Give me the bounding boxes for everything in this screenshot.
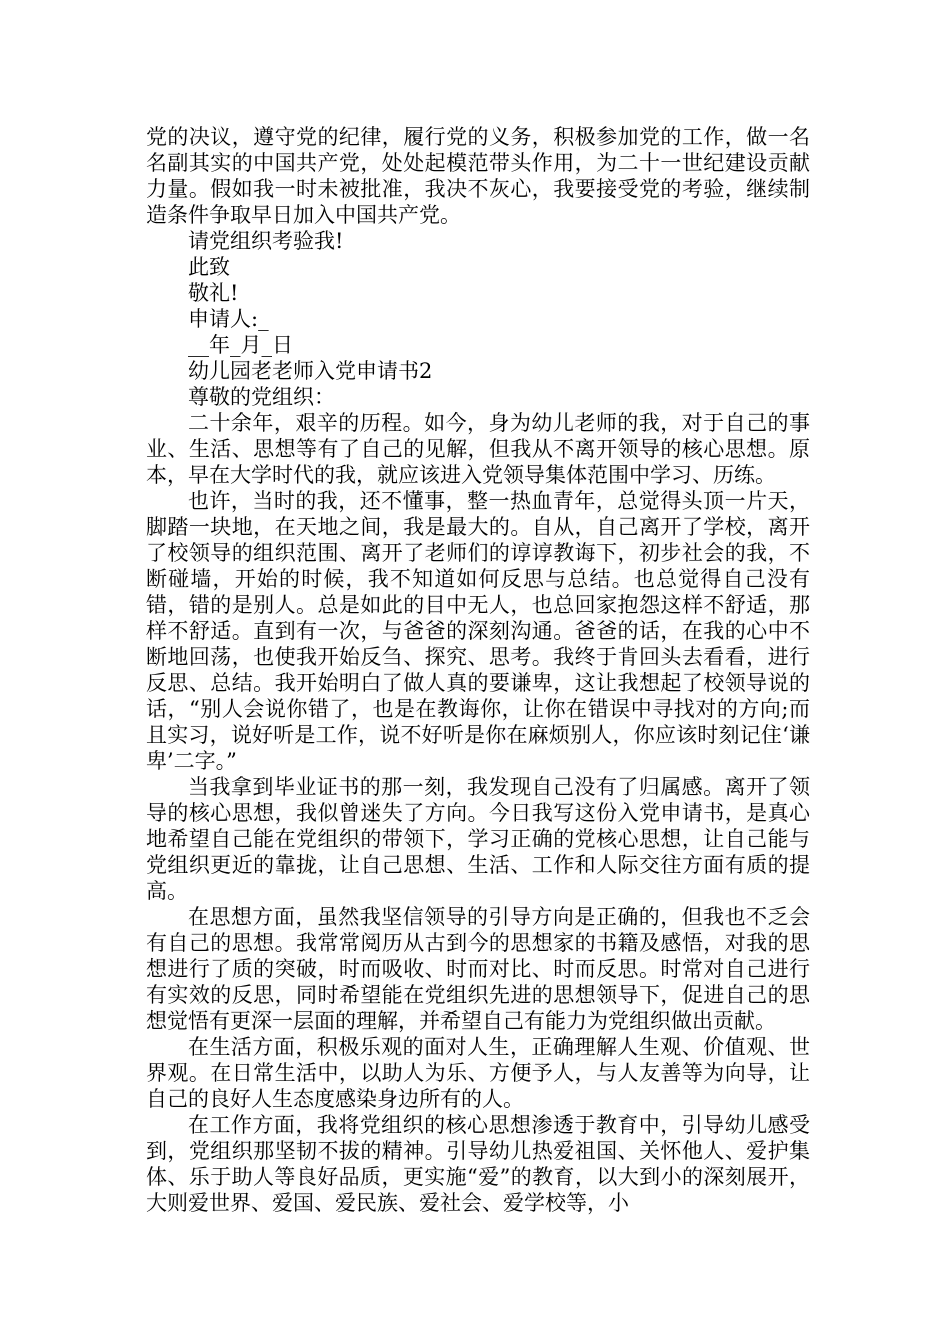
- paragraph-continuation: 党的决议，遵守党的纪律，履行党的义务，积极参加党的工作，做一名名副其实的中国共产党，处处起模范带头作用，为二十一世纪建设贡献力量。假如我一时未被批准，我决不灰心，我要接受党的考验，继续制造条件争取早日加入中国共产党。: [146, 125, 810, 227]
- body-paragraph: 在思想方面，虽然我坚信领导的引导方向是正确的，但我也不乏会有自己的思想。我常常阅历从古到今的思想家的书籍及感悟，对我的思想进行了质的突破，时而吸收、时而对比、时而反思。时常对自己进行有实效的反思，同时希望能在党组织先进的思想领导下，促进自己的思想觉悟有更深一层面的理解，并希望自己有能力为党组织做出贡献。: [146, 905, 810, 1033]
- salutation-line: 此致: [188, 255, 230, 279]
- body-paragraph: 在工作方面，我将党组织的核心思想渗透于教育中，引导幼儿感受到，党组织那坚韧不拔的精神。引导幼儿热爱祖国、关怀他人、爱护集体、乐于助人等良好品质，更实施“爱”的教育，以大到小的深刻展开，大则爱世界、爱国、爱民族、爱社会、爱学校等，小: [146, 1113, 810, 1215]
- body-paragraph: 在生活方面，积极乐观的面对人生，正确理解人生观、价值观、世界观。在日常生活中，以助人为乐、方便予人，与人友善等为向导，让自己的良好人生态度感染身边所有的人。: [146, 1035, 810, 1111]
- body-paragraph: 也许，当时的我，还不懂事，整一热血青年，总觉得头顶一片天，脚踏一块地，在天地之间，我是最大的。自从，自己离开了学校，离开了校领导的组织范围、离开了老师们的谆谆教诲下，初步社会的我，不断碰墙，开始的时候，我不知道如何反思与总结。也总觉得自己没有错，错的是别人。总是如此的目中无人，也总回家抱怨这样不舒适，那样不舒适。直到有一次，与爸爸的深刻沟通。爸爸的话，在我的心中不断地回荡，也使我开始反刍、探究、思考。我终于肯回头去看看，进行反思、总结。我开始明白了做人真的要谦卑，这让我想起了校领导说的话，“别人会说你错了，也是在教诲你，让你在错误中寻找对的方向;而且实习，说好听是工作，说不好听是你在麻烦别人，你应该时刻记住‘谦卑’二字。”: [146, 489, 810, 773]
- document-body: [146, 124, 810, 1216]
- section-title: 幼儿园老老师入党申请书2: [188, 359, 433, 383]
- date-line: __年_月_日: [188, 333, 293, 357]
- closing-request-line: 请党组织考验我!: [188, 229, 344, 253]
- body-paragraph: 当我拿到毕业证书的那一刻，我发现自己没有了归属感。离开了领导的核心思想，我似曾迷失了方向。今日我写这份入党申请书，是真心地希望自己能在党组织的带领下，学习正确的党核心思想，让自己能与党组织更近的靠拢，让自己思想、生活、工作和人际交往方面有质的提高。: [146, 775, 810, 903]
- regards-line: 敬礼!: [188, 281, 239, 305]
- greeting-line: 尊敬的党组织：: [188, 385, 335, 409]
- applicant-line: 申请人:_: [188, 307, 269, 331]
- body-paragraph: 二十余年，艰辛的历程。如今，身为幼儿老师的我，对于自己的事业、生活、思想等有了自己的见解，但我从不离开领导的核心思想。原本，早在大学时代的我，就应该进入党领导集体范围中学习、历练。: [146, 411, 810, 487]
